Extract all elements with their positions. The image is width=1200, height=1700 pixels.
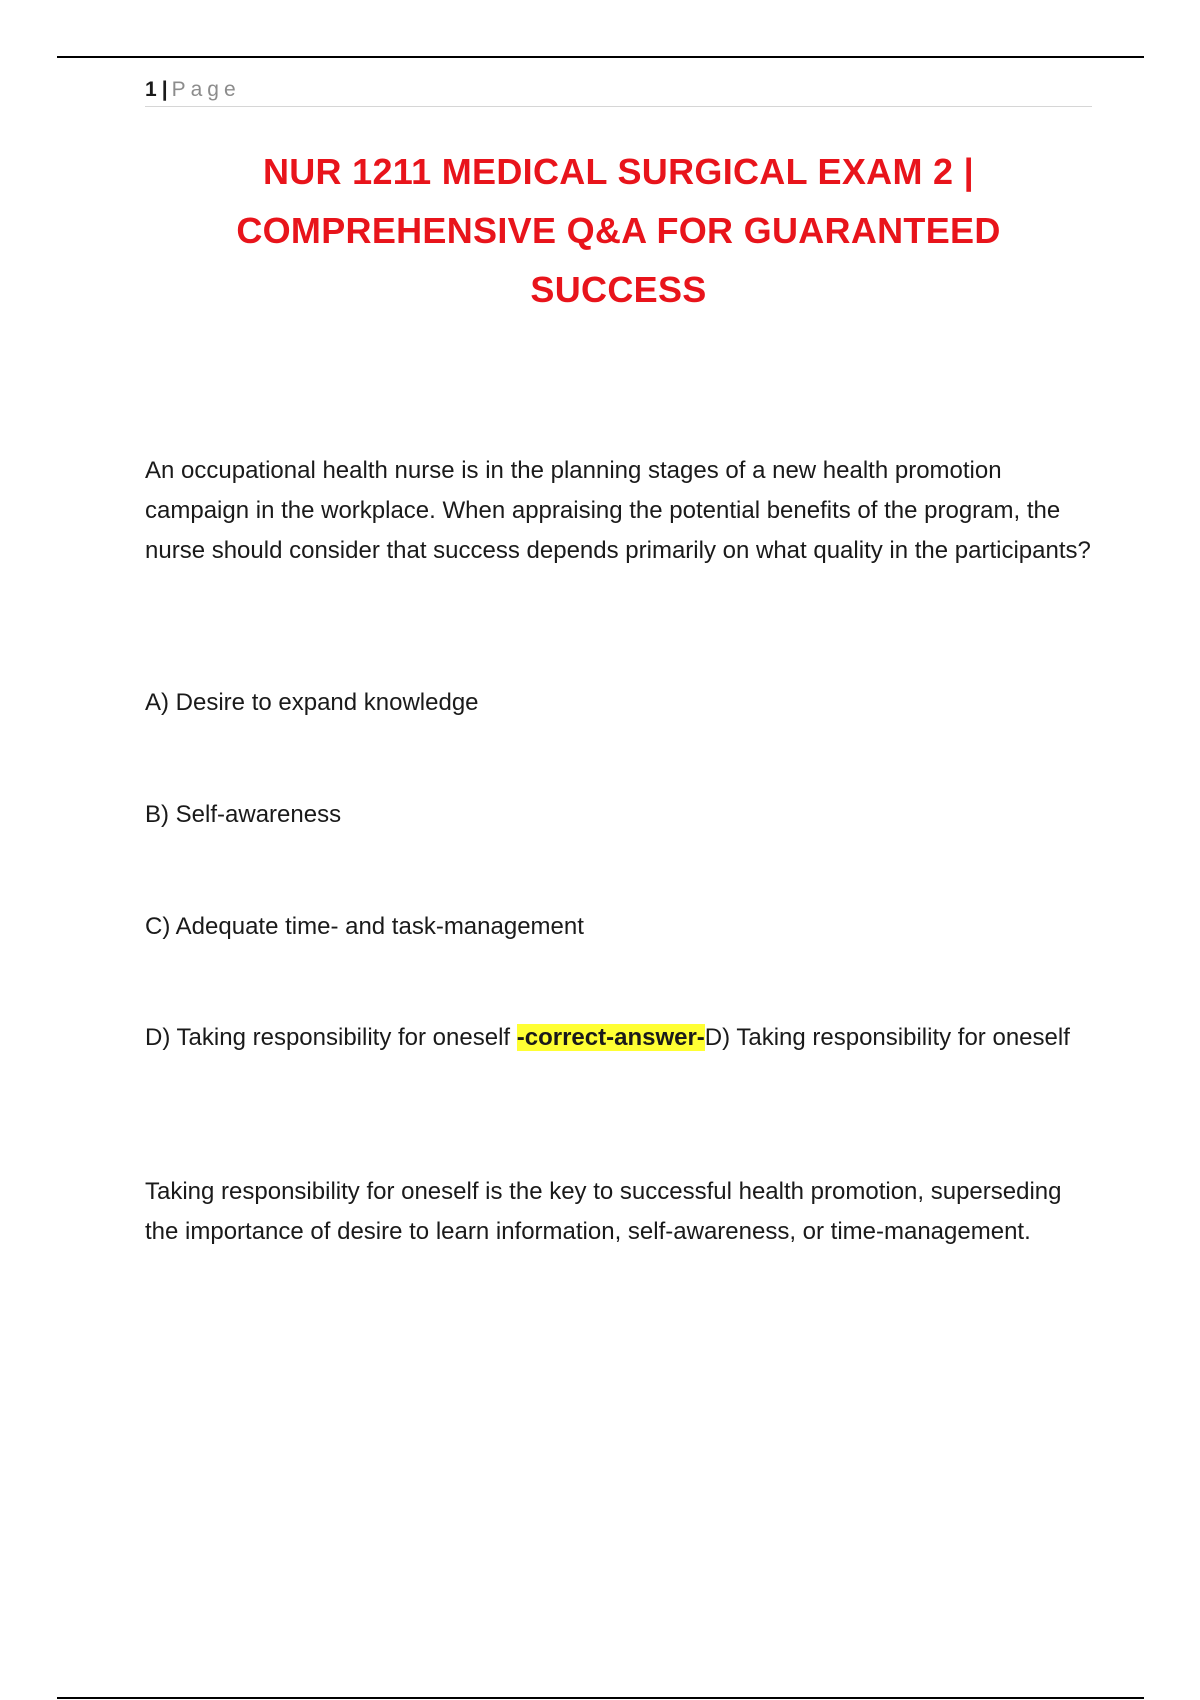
document-title: [145, 142, 1092, 319]
option-c: C) Adequate time- and task-management: [145, 913, 584, 940]
page-header: [145, 76, 1092, 107]
option-d-text: D) Taking responsibility for oneself: [145, 1024, 517, 1051]
correct-answer-text: D) Taking responsibility for oneself: [704, 1024, 1070, 1051]
page-separator: |: [161, 78, 168, 101]
title-line-3: SUCCESS: [530, 269, 707, 310]
page-number: 1: [145, 78, 157, 101]
page-bottom-rule: [57, 1697, 1144, 1699]
correct-answer-marker: -correct-answer-: [516, 1024, 705, 1051]
option-d: [145, 1018, 1095, 1058]
question-text: An occupational health nurse is in the planning stages of a new health promotion campaign in the workplace. When appraising the potential benefits of the program, the nurse should consider that success depends primarily on what quality in the participants?: [145, 457, 1091, 564]
answer-explanation: Taking responsibility for oneself is the key to successful health promotion, superseding the importance of desire to learn information, self-awareness, or time-management.: [145, 1178, 1062, 1245]
title-line-2: COMPREHENSIVE Q&A FOR GUARANTEED: [236, 210, 1001, 251]
page-label: Page: [171, 78, 241, 101]
option-a: A) Desire to expand knowledge: [145, 689, 479, 716]
option-b: B) Self-awareness: [145, 801, 342, 828]
page-top-rule: [57, 56, 1144, 58]
title-line-1: NUR 1211 MEDICAL SURGICAL EXAM 2 |: [262, 151, 975, 192]
